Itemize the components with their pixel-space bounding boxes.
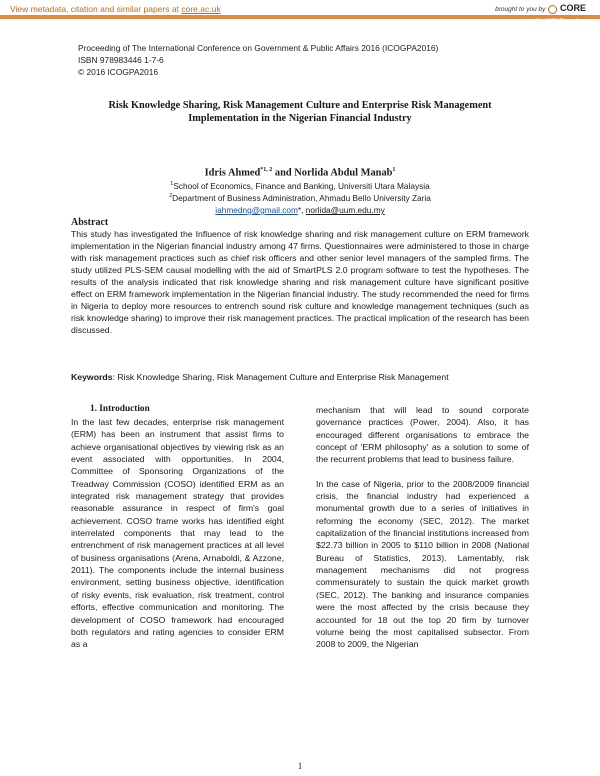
aff-1-sup: 1 [170,181,174,188]
keywords-label: Keywords [71,372,113,382]
core-metadata-link[interactable] [10,4,221,14]
author-and: and [272,167,295,179]
core-link-prefix: View metadata, citation and similar papers at [10,4,182,14]
core-link-domain[interactable]: core.ac.uk [181,4,221,14]
right-column [316,404,529,651]
author-emails [0,205,600,215]
copyright: © 2016 ICOGPA2016 [78,67,159,78]
proceeding-title: Proceeding of The International Conference on Government & Public Affairs 2016 (ICOGPA2016) [78,43,439,53]
abstract-body: This study has investigated the Influence of risk knowledge sharing and risk management culture on ERM framework implementation in the Nigerian financial industry among 47 firms. Questionnaires were administered to those in charge with risk management practices such as chief risk officers and other senior level managers of the sampled firms. The study utilized PLS-SEM causal modelling with the aid of SmartPLS 2.0 program software to test the hypotheses. The results of the analysis indicated that risk knowledge sharing and risk management culture have significant positive effect on ERM framework implementation in the Nigerian financial industry. The study recommended the need for firms in Nigeria to deploy more resources to entrench sound risk culture and knowledge management techniques (such as risk knowledge sharing) to improve their risk management practices. The practical implication of the research has been discussed. [71,229,529,336]
core-logo-icon [548,5,557,14]
authors [0,167,600,178]
core-brand-name: CORE [559,3,586,13]
title-line-2: Implementation in the Nigerian Financial Industry [188,113,412,124]
isbn: ISBN 978983446 1-7-6 [78,55,164,66]
provided-by-text: provided by UUM Repository [515,18,586,24]
intro-paragraph-1: In the last few decades, enterprise risk management (ERM) has been an instrument that assist firms to achieve organisational objectives by viewing risk as an event associated with opportunities. In 2004, Committee of Sponsoring Organizations of the Treadway Commission (COSO) identified ERM as an integrated risk management strategy that provides reasonable assurance in respect of firm's goal achievement. COSO frame works has identified eight interrelated components that may lead to the entrenchment of risk management practices at all level of business organisations (Arena, Arnaboldi, & Azzone, 2011). The components include the internal business environment, setting business objective, identification of risky events, risk evaluation, risk treatment, control efforts, effective communication and monitoring. The development of COSO framework had encouraged both regulators and rating agencies to consider ERM as a [71,417,284,650]
page-number: 1 [297,761,303,771]
email-link-2[interactable]: norlida@uum.edu.my [305,205,385,215]
author-2: Norlida Abdul Manab [294,167,393,179]
core-orange-strip [0,15,600,19]
keywords-text: : Risk Knowledge Sharing, Risk Management Culture and Enterprise Risk Management [112,372,449,382]
paper-title [0,99,600,125]
keywords [71,372,449,382]
left-column [71,416,284,651]
author-1-sup: *1, 2 [260,167,273,173]
author-1: Idris Ahmed [204,167,261,179]
aff-1-text: School of Economics, Finance and Banking, Universiti Utara Malaysia [173,181,430,191]
brought-by-text: brought to you by [495,6,546,13]
affiliation-1 [0,181,600,191]
aff-2-text: Department of Business Administration, Ahmadu Bello University Zaria [172,193,431,203]
intro-paragraph-2: mechanism that will lead to sound corporate governance practices (Power, 2004). Also, it has encouraged different organisations to embrace the concept of 'ERM philosophy' as a solution to some of the recurrent problems that lead to business failure. [316,405,529,465]
proceeding-header [78,42,438,79]
title-line-1: Risk Knowledge Sharing, Risk Management Culture and Enterprise Risk Management [108,100,492,111]
section-heading-introduction: 1. Introduction [90,404,150,414]
email-separator: *, [297,205,306,215]
email-link-1[interactable]: iahmedng@gmail.com [215,205,298,215]
affiliation-2 [0,193,600,203]
author-2-sup: 1 [392,167,396,173]
abstract-heading: Abstract [71,217,109,228]
core-brand[interactable] [495,3,586,14]
intro-paragraph-3: In the case of Nigeria, prior to the 2008/2009 financial crisis, the financial industry had experienced a monumental growth due to a series of initiatives in reforming the economy (SEC, 2012). The market capitalization of the financial institutions increased from $22.73 billion in 2005 to $110 billion in 2008 (National Bureau of Statistics, 2013). Lamentably, risk management mechanisms did not progress commensurately to sustain the quick market growth (SEC, 2012). The banking and insurance companies were the most affected by the crisis because they accounted for 18 out the top 20 firm by turnover volume being the most capitalised subsector. From 2008 to 2009, the Nigerian [316,478,529,650]
aff-2-sup: 2 [169,193,173,200]
